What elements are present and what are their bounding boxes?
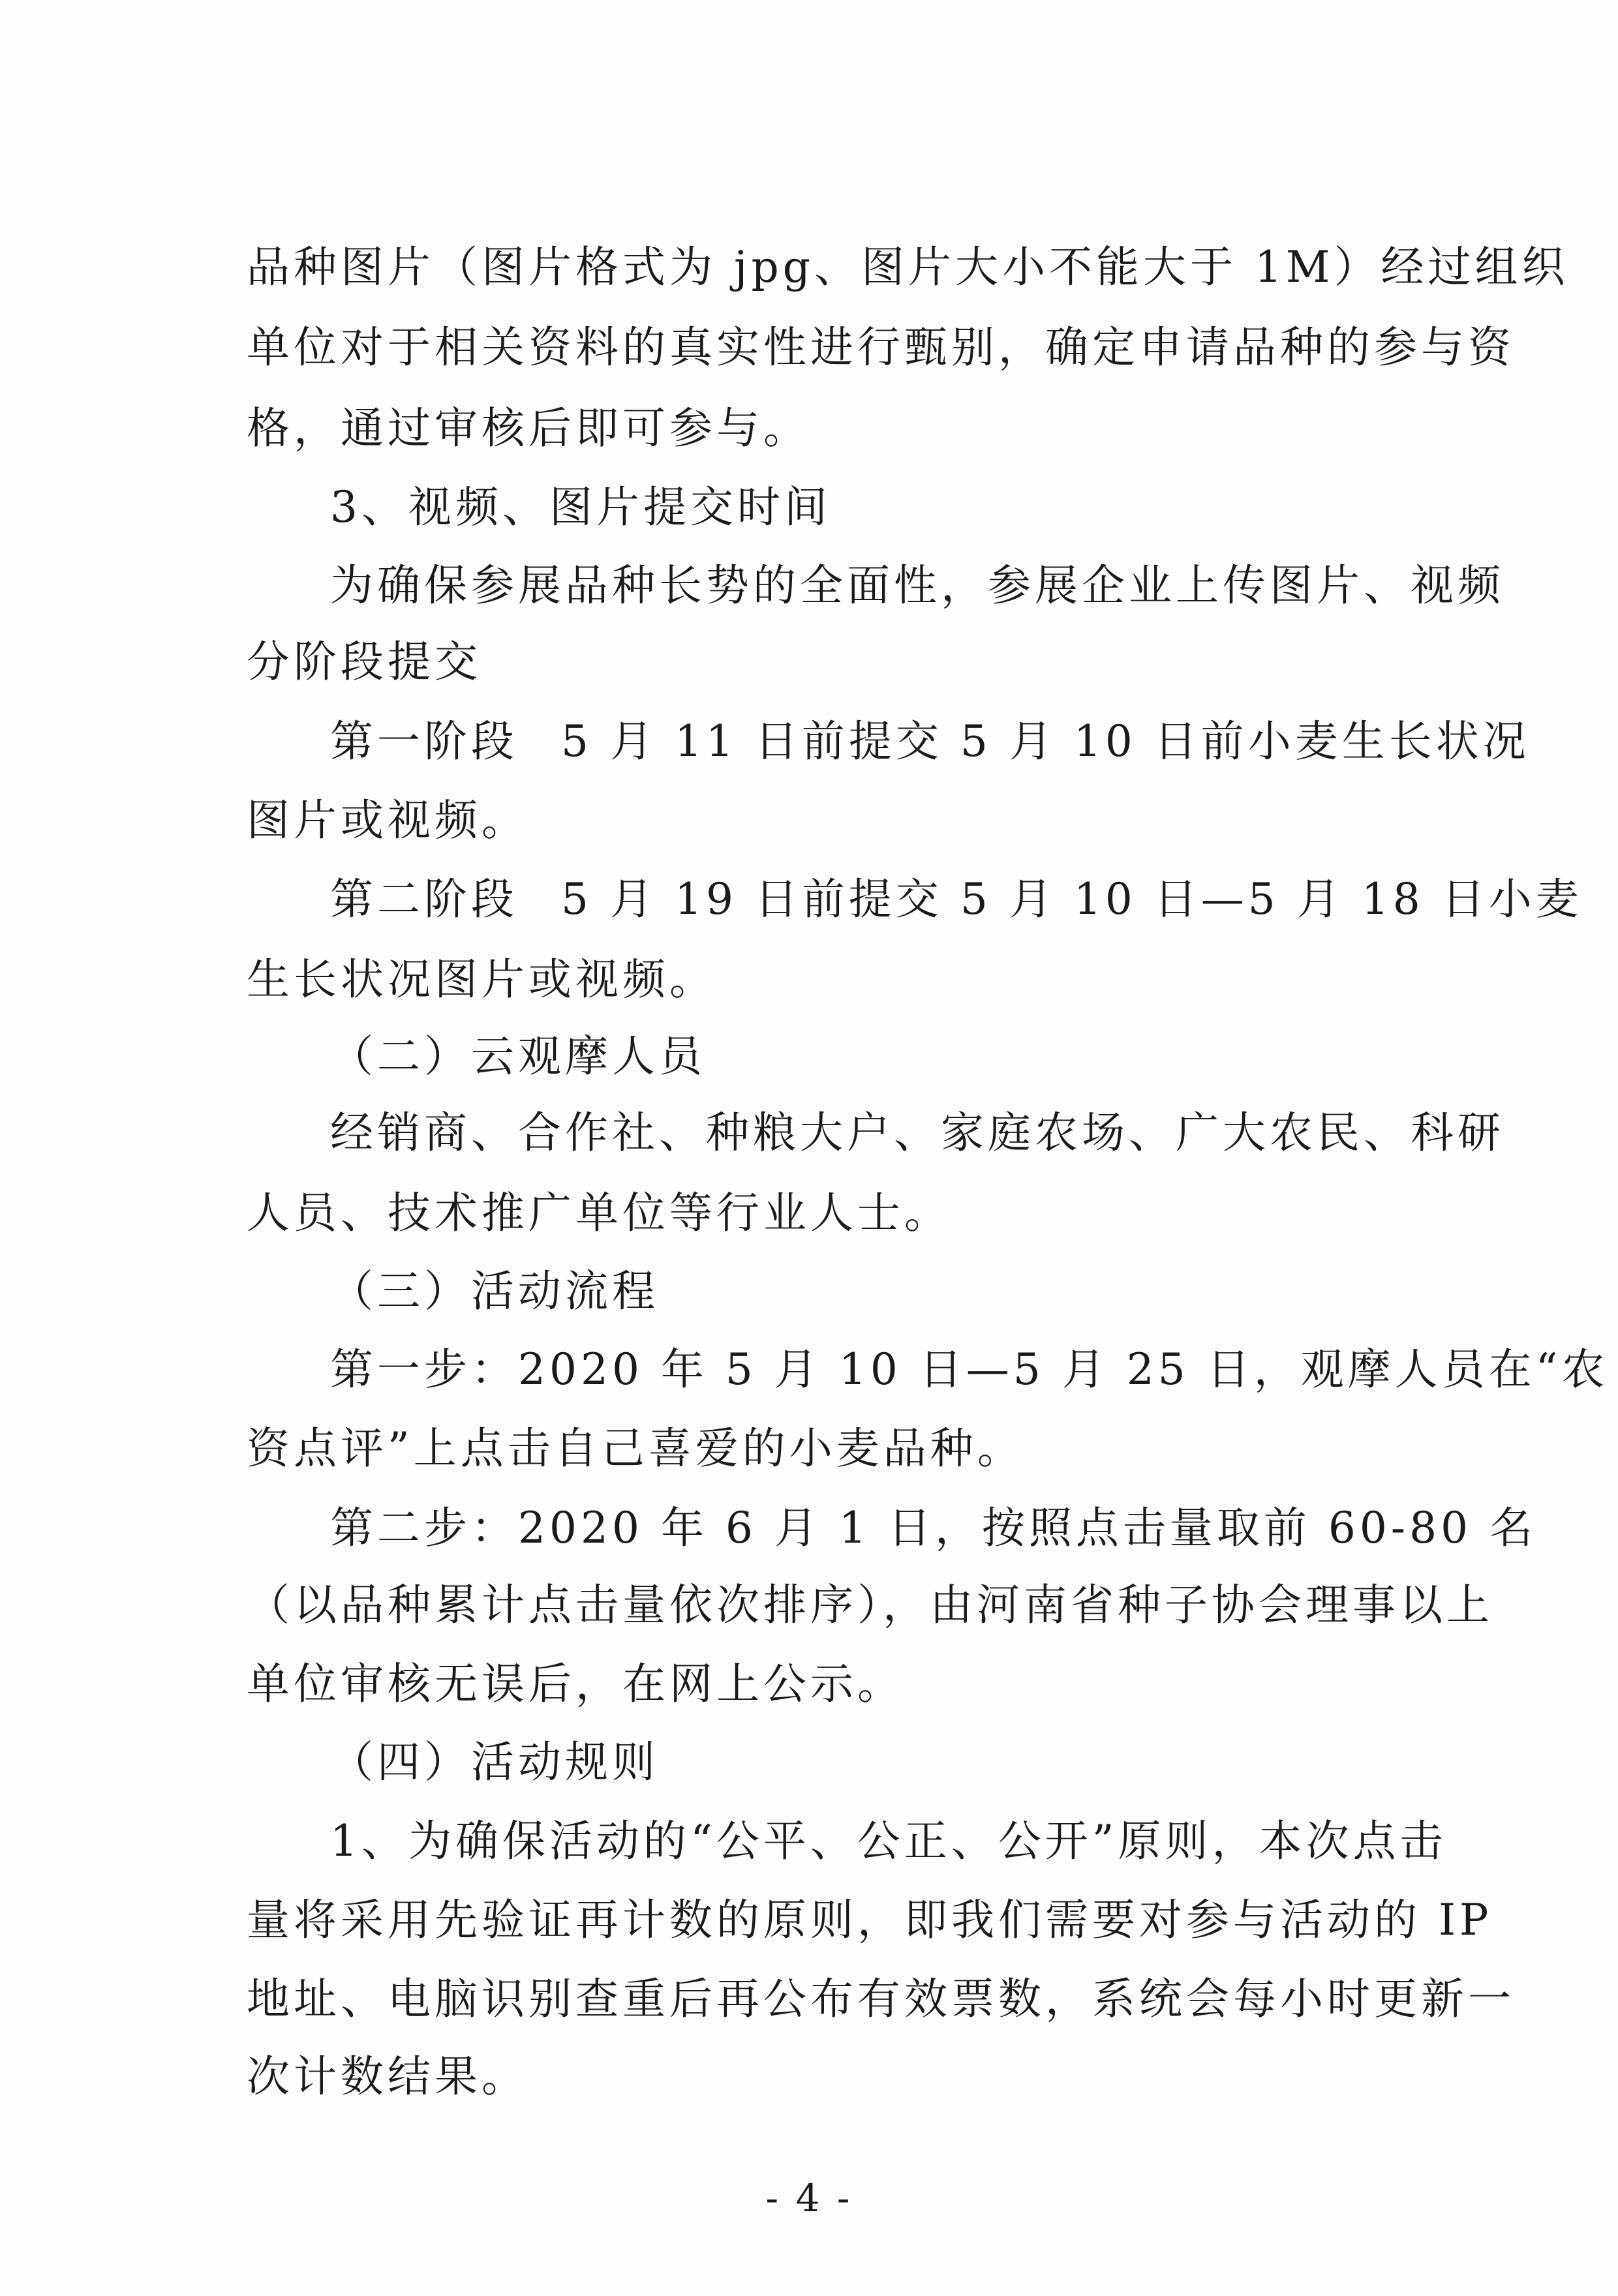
line-text: 1、为确保活动的“公平、公正、公开”原则，本次点击 bbox=[330, 1816, 1447, 1866]
line-text: 第一阶段 bbox=[330, 716, 518, 766]
text-line bbox=[0, 785, 1618, 856]
line-text: 第一步：2020 年 5 月 10 日—5 月 25 日，观摩人员在“农 bbox=[330, 1344, 1609, 1395]
section-heading: （二）云观摩人员 bbox=[330, 1031, 706, 1081]
section-heading: （三）活动流程 bbox=[330, 1266, 659, 1316]
line-text: 单位对于相关资料的真实性进行甄别，确定申请品种的参与资 bbox=[247, 322, 1515, 372]
text-line bbox=[0, 1256, 1618, 1327]
text-line bbox=[0, 472, 1618, 543]
text-line bbox=[0, 1963, 1618, 2035]
line-text: 单位审核无误后，在网上公示。 bbox=[247, 1659, 904, 1709]
line-text: 品种图片（图片格式为 jpg、图片大小不能大于 1M）经过组织 bbox=[247, 242, 1569, 292]
text-line bbox=[0, 944, 1618, 1016]
text-line bbox=[0, 626, 1618, 698]
text-line bbox=[0, 1492, 1618, 1564]
line-text: 图片或视频。 bbox=[247, 795, 528, 845]
text-line bbox=[0, 550, 1618, 622]
text-line bbox=[0, 1569, 1618, 1641]
text-line bbox=[0, 1097, 1618, 1169]
line-text: （以品种累计点击量依次排序），由河南省种子协会理事以上 bbox=[247, 1580, 1493, 1630]
text-line bbox=[0, 864, 1618, 935]
text-line bbox=[0, 393, 1618, 464]
text-line bbox=[0, 1884, 1618, 1956]
line-text: 量将采用先验证再计数的原则，即我们需要对参与活动的 IP bbox=[247, 1895, 1493, 1945]
line-text: 为确保参展品种长势的全面性，参展企业上传图片、视频 bbox=[330, 560, 1504, 611]
line-text: 地址、电脑识别查重后再公布有效票数，系统会每小时更新一 bbox=[247, 1974, 1515, 2024]
text-line bbox=[0, 1648, 1618, 1720]
text-line bbox=[0, 706, 1618, 778]
text-line bbox=[0, 1021, 1618, 1093]
text-line bbox=[0, 1727, 1618, 1798]
line-text: 3、视频、图片提交时间 bbox=[330, 482, 831, 532]
line-text: 资点评”上点击自己喜爱的小麦品种。 bbox=[247, 1423, 1024, 1473]
text-line bbox=[0, 1177, 1618, 1249]
line-text: 人员、技术推广单位等行业人士。 bbox=[247, 1188, 951, 1238]
line-text: 格，通过审核后即可参与。 bbox=[247, 403, 810, 453]
text-line bbox=[0, 1334, 1618, 1406]
text-line bbox=[0, 2041, 1618, 2113]
text-line bbox=[0, 1805, 1618, 1877]
line-text: 5 月 19 日前提交 5 月 10 日—5 月 18 日小麦 bbox=[561, 874, 1583, 924]
line-text: 生长状况图片或视频。 bbox=[247, 954, 716, 1004]
section-heading: （四）活动规则 bbox=[330, 1737, 659, 1787]
text-line bbox=[0, 1413, 1618, 1485]
line-text: 分阶段提交 bbox=[247, 637, 481, 687]
line-text: 第二阶段 bbox=[330, 874, 518, 924]
line-text: 次计数结果。 bbox=[247, 2051, 528, 2102]
text-line bbox=[0, 232, 1618, 303]
line-text: 5 月 11 日前提交 5 月 10 日前小麦生长状况 bbox=[561, 716, 1530, 766]
line-text: 经销商、合作社、种粮大户、家庭农场、广大农民、科研 bbox=[330, 1108, 1504, 1158]
page-number: - 4 - bbox=[765, 2176, 853, 2220]
text-line bbox=[0, 312, 1618, 384]
line-text: 第二步：2020 年 6 月 1 日，按照点击量取前 60-80 名 bbox=[330, 1503, 1537, 1553]
